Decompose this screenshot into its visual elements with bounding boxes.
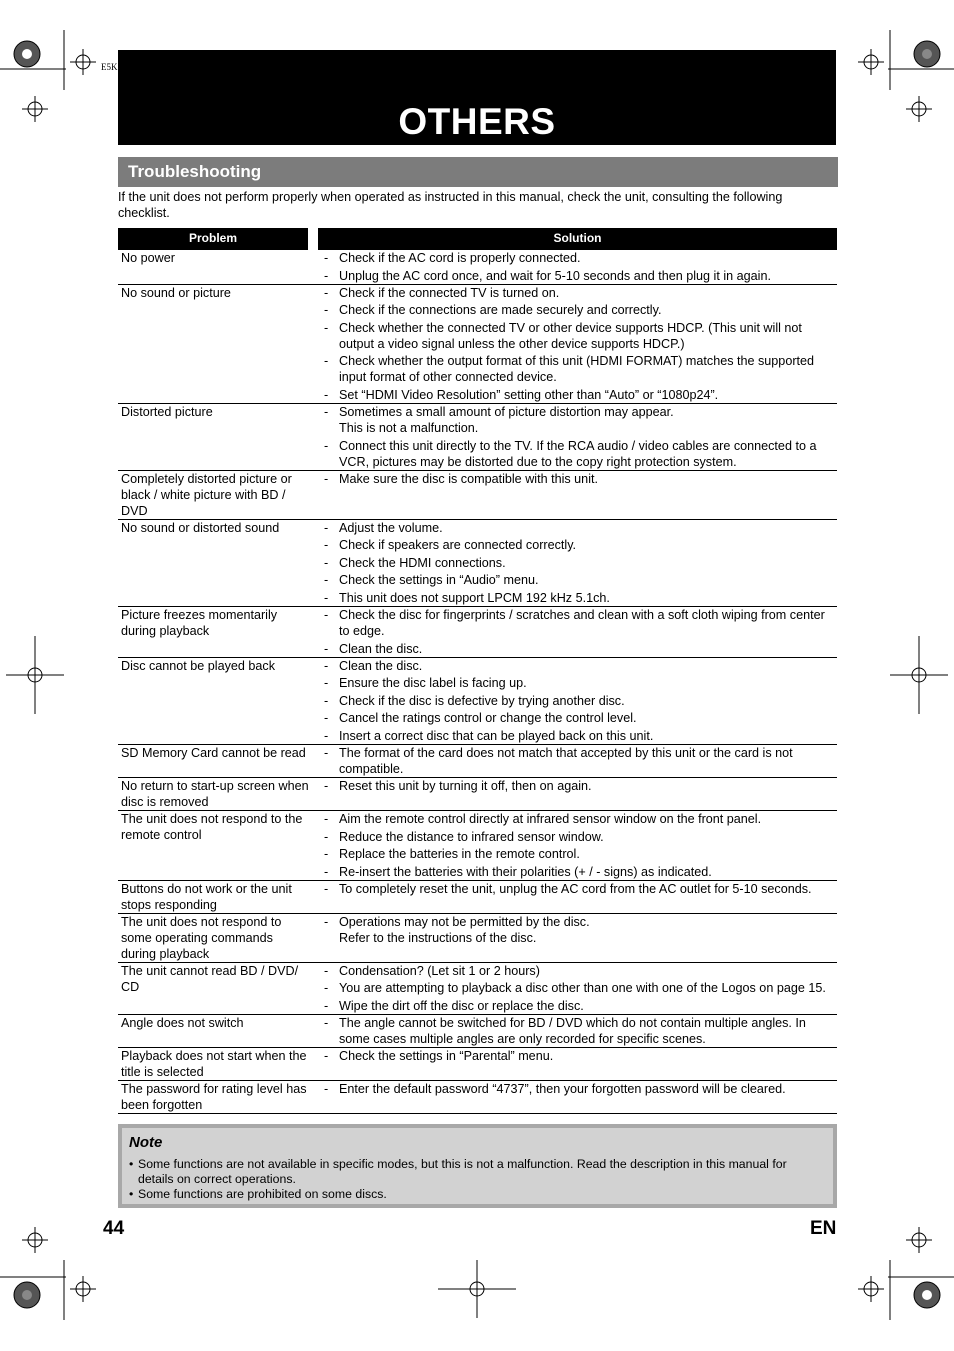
problem-cell: The unit cannot read BD / DVD/ CD <box>121 963 299 994</box>
solution-item <box>322 520 837 536</box>
solution-item <box>322 1081 837 1097</box>
dash-bullet: - <box>324 864 329 879</box>
solution-text: Check if the disc is defective by trying another disc. <box>339 693 625 708</box>
note-item-text: Some functions are prohibited on some discs. <box>138 1187 387 1201</box>
dash-bullet: - <box>324 881 329 896</box>
dash-bullet: - <box>324 778 329 793</box>
table-row <box>118 285 837 404</box>
solution-text: Clean the disc. <box>339 658 423 673</box>
table-row <box>118 881 837 914</box>
note-panel <box>122 1128 833 1204</box>
solution-list <box>322 914 837 962</box>
solution-list <box>322 658 837 744</box>
dash-bullet: - <box>324 590 329 605</box>
intro-text: If the unit does not perform properly when operated as instructed in this manual, check the unit, consulting the following checklist. <box>118 190 783 220</box>
solution-item <box>322 881 837 897</box>
table-row <box>118 1048 837 1081</box>
dash-bullet: - <box>324 914 329 929</box>
page-title: OTHERS <box>398 101 556 142</box>
solution-text: Check the settings in “Audio” menu. <box>339 573 539 588</box>
solution-item <box>322 268 837 284</box>
solution-text: Check whether the output format of this unit (HDMI FORMAT) matches the supported input format of other connected device. <box>339 354 815 385</box>
solution-item <box>322 404 837 436</box>
problem-cell: The unit does not respond to the remote control <box>121 811 303 842</box>
dash-bullet: - <box>324 745 329 760</box>
bullet-icon: • <box>129 1157 134 1171</box>
solution-text: You are attempting to playback a disc other than one with one of the Logos on page 15. <box>339 981 826 996</box>
table-row <box>118 914 837 963</box>
dash-bullet: - <box>324 1048 329 1063</box>
table-row <box>118 745 837 778</box>
column-header-problem: Problem <box>118 228 308 250</box>
problem-cell: No sound or distorted sound <box>121 520 280 535</box>
table-row <box>118 404 837 471</box>
solution-list <box>322 745 837 777</box>
solution-item <box>322 537 837 553</box>
solution-text: Check if the AC cord is properly connected. <box>339 251 581 265</box>
solution-text: Connect this unit directly to the TV. If the RCA audio / video cables are connected to a VCR, pictures may be distorted due to the copy right protection system. <box>339 438 817 469</box>
dash-bullet: - <box>324 607 329 622</box>
solution-item <box>322 829 837 845</box>
table-row <box>118 250 837 285</box>
problem-cell: Buttons do not work or the unit stops responding <box>121 881 292 912</box>
table-row <box>118 1081 837 1114</box>
solution-text: Check if the connected TV is turned on. <box>339 285 560 300</box>
problem-cell: Distorted picture <box>121 404 213 419</box>
solution-text: Check the settings in “Parental” menu. <box>339 1048 554 1063</box>
problem-cell: No power <box>121 251 175 265</box>
solution-text: Reset this unit by turning it off, then on again. <box>339 778 592 793</box>
solution-item <box>322 572 837 588</box>
solution-text: Condensation? (Let sit 1 or 2 hours) <box>339 963 540 978</box>
solution-text: Enter the default password “4737”, then your forgotten password will be cleared. <box>339 1081 786 1096</box>
problem-cell: Playback does not start when the title is selected <box>121 1048 307 1079</box>
solution-text: Replace the batteries in the remote control. <box>339 847 580 862</box>
solution-item <box>322 658 837 674</box>
solution-text: Ensure the disc label is facing up. <box>339 676 527 691</box>
solution-text: This unit does not support LPCM 192 kHz 5.1ch. <box>339 590 610 605</box>
solution-list <box>322 1081 837 1113</box>
dash-bullet: - <box>324 251 329 265</box>
dash-bullet: - <box>324 676 329 691</box>
note-box <box>118 1124 837 1208</box>
problem-cell: The unit does not respond to some operating commands during playback <box>121 914 282 961</box>
solution-item <box>322 607 837 639</box>
table-row <box>118 471 837 520</box>
problem-cell: Angle does not switch <box>121 1015 244 1030</box>
solution-text: Sometimes a small amount of picture distortion may appear. This is not a malfunction. <box>339 404 674 435</box>
solution-text: Cancel the ratings control or change the control level. <box>339 711 637 726</box>
dash-bullet: - <box>324 693 329 708</box>
problem-cell: No return to start-up screen when disc is removed <box>121 778 309 809</box>
dash-bullet: - <box>324 555 329 570</box>
solution-list <box>322 963 837 1014</box>
solution-item <box>322 980 837 996</box>
dash-bullet: - <box>324 728 329 743</box>
dash-bullet: - <box>324 320 329 335</box>
solution-item <box>322 555 837 571</box>
table-row <box>118 520 837 607</box>
table-row <box>118 778 837 811</box>
solution-item <box>322 864 837 880</box>
dash-bullet: - <box>324 829 329 844</box>
dash-bullet: - <box>324 1015 329 1030</box>
solution-text: Set “HDMI Video Resolution” setting other than “Auto” or “1080p24”. <box>339 387 719 402</box>
table-row <box>118 811 837 881</box>
dash-bullet: - <box>324 847 329 862</box>
solution-list <box>322 285 837 403</box>
problem-cell: Disc cannot be played back <box>121 658 276 673</box>
solution-item <box>322 1048 837 1064</box>
dash-bullet: - <box>324 285 329 300</box>
solution-text: Make sure the disc is compatible with this unit. <box>339 471 598 486</box>
dash-bullet: - <box>324 387 329 402</box>
note-list <box>129 1157 819 1202</box>
solution-text: Check whether the connected TV or other device supports HDCP. (This unit will not output a video signal unless the other device supports HDCP.) <box>339 320 802 351</box>
solution-text: Re-insert the batteries with their polarities (+ / - signs) as indicated. <box>339 864 712 879</box>
problem-cell: Completely distorted picture or black / white picture with BD / DVD <box>121 471 292 518</box>
page-number: 44 <box>103 1218 125 1239</box>
solution-item <box>322 914 837 946</box>
solution-item <box>322 846 837 862</box>
solution-text: Unplug the AC cord once, and wait for 5-10 seconds and then plug it in again. <box>339 268 771 283</box>
problem-cell: The password for rating level has been forgotten <box>121 1081 307 1112</box>
troubleshooting-table <box>118 250 837 1114</box>
solution-item <box>322 438 837 470</box>
solution-item <box>322 387 837 403</box>
solution-text: Wipe the dirt off the disc or replace the disc. <box>339 998 584 1013</box>
dash-bullet: - <box>324 998 329 1013</box>
table-row <box>118 607 837 658</box>
solution-item <box>322 693 837 709</box>
solution-list <box>322 520 837 606</box>
solution-list <box>322 881 837 913</box>
table-row <box>118 963 837 1015</box>
problem-cell: SD Memory Card cannot be read <box>121 745 306 760</box>
solution-list <box>322 250 837 284</box>
solution-text: Aim the remote control directly at infrared sensor window on the front panel. <box>339 811 762 826</box>
dash-bullet: - <box>324 641 329 656</box>
problem-cell: No sound or picture <box>121 285 231 300</box>
note-item <box>129 1157 819 1187</box>
table-row <box>118 1015 837 1048</box>
dash-bullet: - <box>324 404 329 419</box>
problem-cell: Picture freezes momentarily during playback <box>121 607 278 638</box>
solution-text: Insert a correct disc that can be played back on this unit. <box>339 728 654 743</box>
bullet-icon: • <box>129 1187 134 1201</box>
solution-item <box>322 353 837 385</box>
dash-bullet: - <box>324 1081 329 1096</box>
solution-text: Reduce the distance to infrared sensor window. <box>339 829 604 844</box>
solution-item <box>322 302 837 318</box>
solution-list <box>322 471 837 519</box>
note-title: Note <box>129 1134 163 1151</box>
solution-item <box>322 250 837 266</box>
table-row <box>118 658 837 745</box>
note-item-text: Some functions are not available in specific modes, but this is not a malfunction. Read the description in this manual for details on correct operations. <box>138 1157 787 1186</box>
dash-bullet: - <box>324 438 329 453</box>
solution-list <box>322 811 837 880</box>
column-header-solution: Solution <box>318 228 837 250</box>
solution-text: Check the disc for fingerprints / scratches and clean with a soft cloth wiping from center to edge. <box>339 607 825 638</box>
solution-item <box>322 320 837 352</box>
solution-item <box>322 963 837 979</box>
solution-item <box>322 1015 837 1047</box>
dash-bullet: - <box>324 471 329 486</box>
note-item <box>129 1187 819 1202</box>
dash-bullet: - <box>324 538 329 553</box>
solution-text: Check if speakers are connected correctly. <box>339 538 577 553</box>
solution-item <box>322 675 837 691</box>
solution-item <box>322 728 837 744</box>
solution-text: Check if the connections are made securely and correctly. <box>339 303 662 318</box>
solution-item <box>322 710 837 726</box>
solution-item <box>322 471 837 487</box>
dash-bullet: - <box>324 711 329 726</box>
dash-bullet: - <box>324 354 329 369</box>
solution-item <box>322 998 837 1014</box>
solution-text: The format of the card does not match that accepted by this unit or the card is not compatible. <box>339 745 793 776</box>
solution-text: The angle cannot be switched for BD / DVD which do not contain multiple angles. In some cases multiple angles are only recorded for specific scenes. <box>339 1015 806 1046</box>
solution-list <box>322 1048 837 1080</box>
edge-code: E5K <box>101 62 118 72</box>
section-heading: Troubleshooting <box>118 157 838 187</box>
solution-item <box>322 745 837 777</box>
solution-item <box>322 590 837 606</box>
solution-text: Operations may not be permitted by the disc. Refer to the instructions of the disc. <box>339 914 590 945</box>
solution-item <box>322 285 837 301</box>
solution-text: To completely reset the unit, unplug the AC cord from the AC outlet for 5-10 seconds. <box>339 881 812 896</box>
solution-list <box>322 778 837 810</box>
dash-bullet: - <box>324 811 329 826</box>
solution-list <box>322 404 837 470</box>
dash-bullet: - <box>324 981 329 996</box>
dash-bullet: - <box>324 520 329 535</box>
solution-text: Adjust the volume. <box>339 520 443 535</box>
solution-text: Check the HDMI connections. <box>339 555 506 570</box>
dash-bullet: - <box>324 658 329 673</box>
solution-text: Clean the disc. <box>339 641 423 656</box>
solution-list <box>322 1015 837 1047</box>
solution-item <box>322 811 837 827</box>
page-title-bar <box>118 50 836 145</box>
dash-bullet: - <box>324 268 329 283</box>
dash-bullet: - <box>324 963 329 978</box>
solution-item <box>322 641 837 657</box>
solution-list <box>322 607 837 657</box>
dash-bullet: - <box>324 573 329 588</box>
dash-bullet: - <box>324 303 329 318</box>
language-label: EN <box>810 1218 837 1239</box>
solution-item <box>322 778 837 794</box>
